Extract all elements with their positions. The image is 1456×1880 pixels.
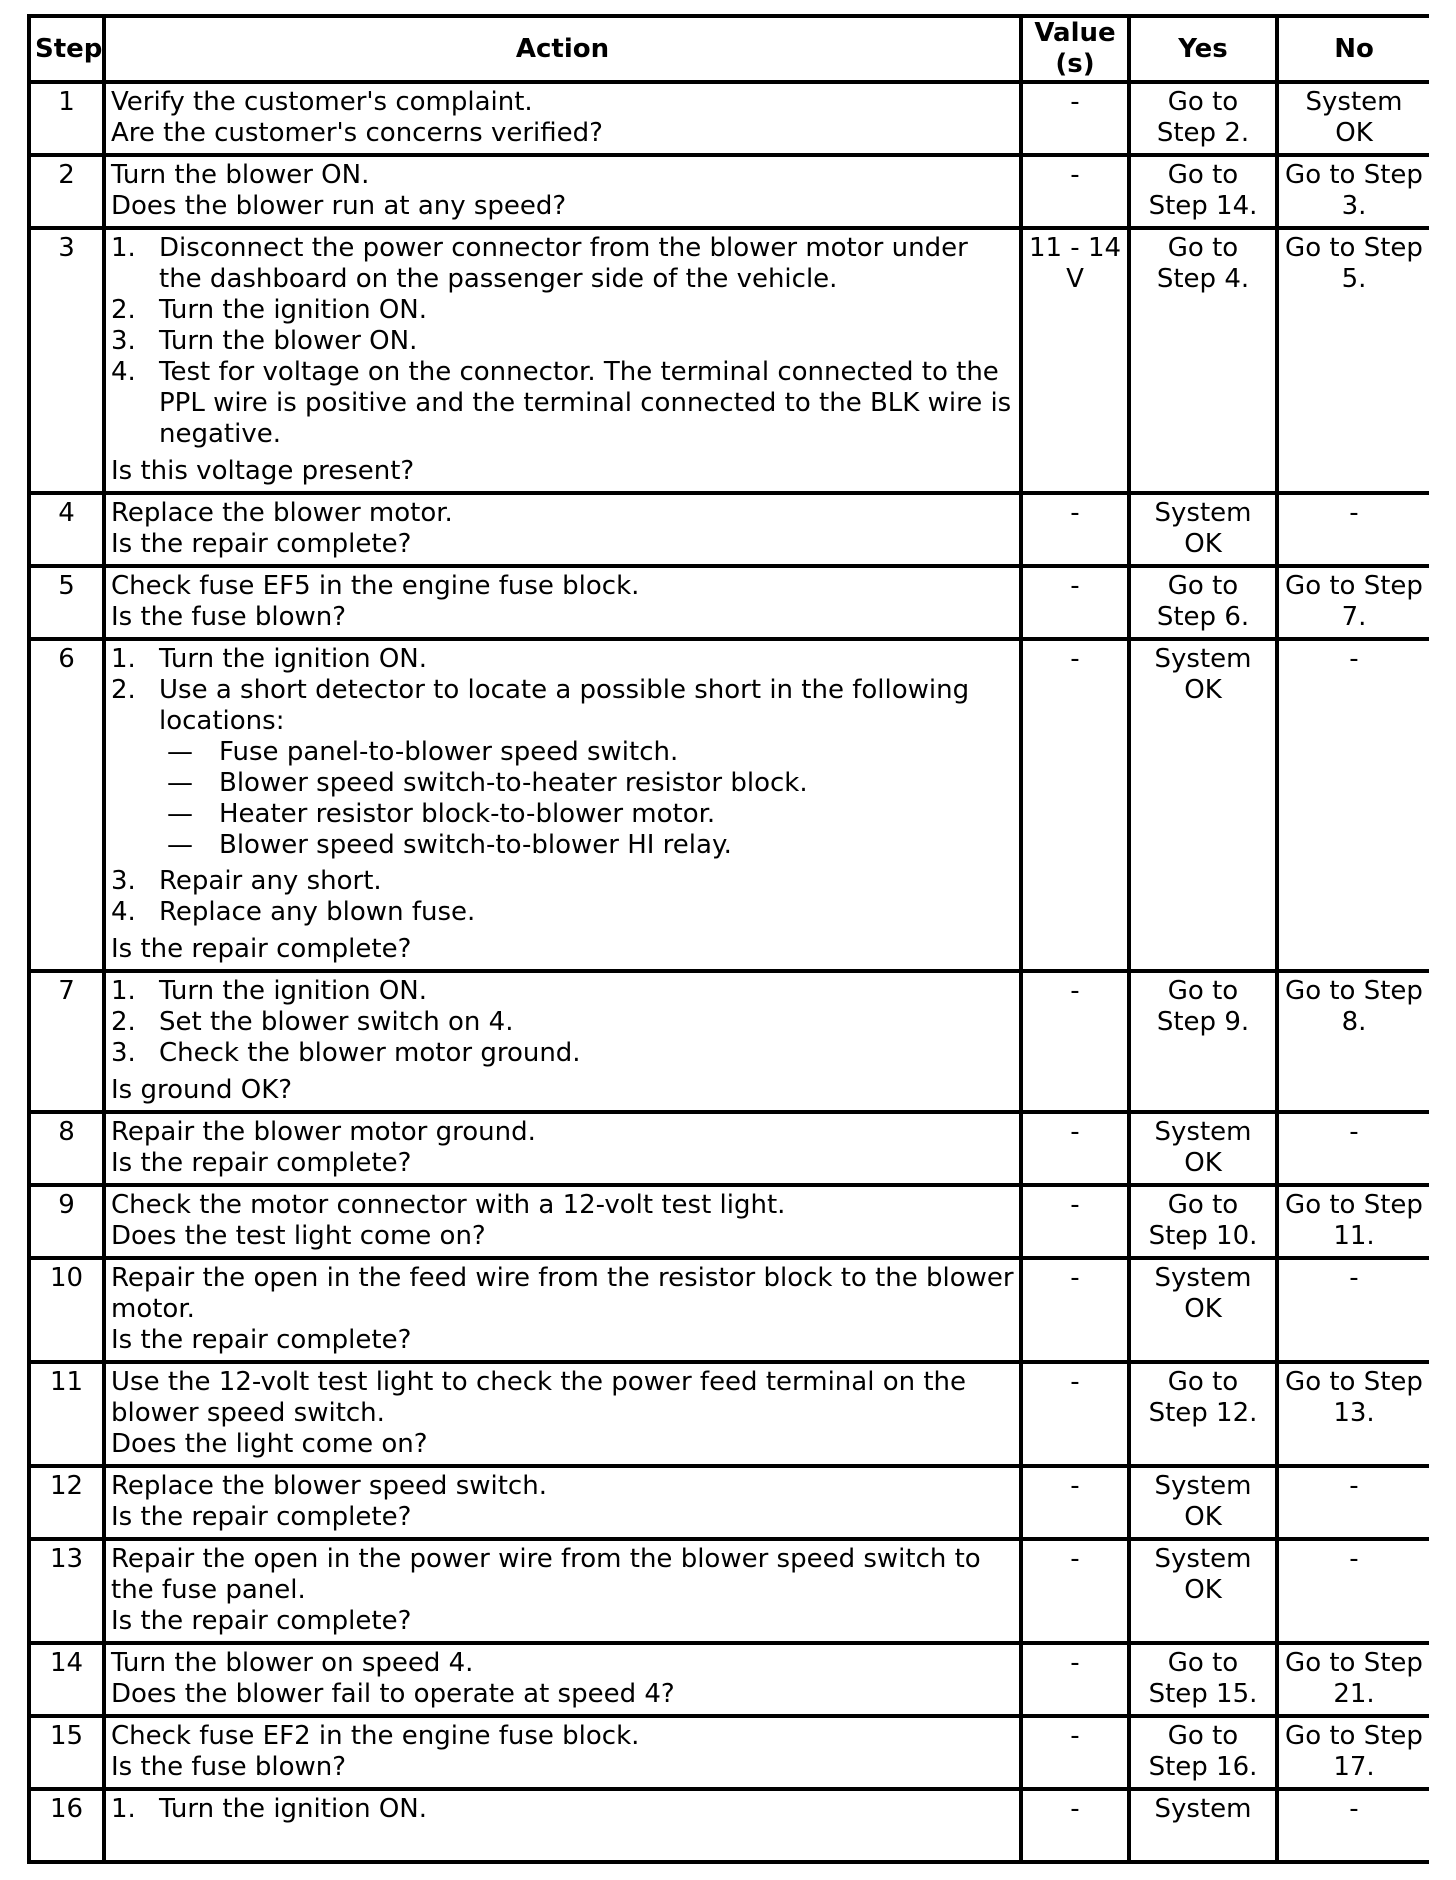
yes-cell: Go to Step 15. (1129, 1643, 1277, 1716)
item-number: 1. (111, 976, 136, 1006)
item-number: 1. (111, 233, 136, 263)
no-cell: - (1277, 1789, 1429, 1862)
header-row (29, 16, 1429, 82)
table-row (29, 1643, 1429, 1716)
diagnostic-table-container (27, 14, 1429, 1880)
action-text: Repair the open in the feed wire from the resistor block to the blower motor. (111, 1263, 1014, 1324)
action-cell (104, 639, 1021, 971)
step-number: 3 (29, 228, 104, 493)
table-row (29, 82, 1429, 155)
no-cell: Go to Step 13. (1277, 1362, 1429, 1466)
action-text: Check the motor connector with a 12-volt test light. (111, 1190, 786, 1220)
item-text: Repair any short. (159, 866, 382, 896)
procedure-item (111, 897, 1014, 928)
step-number: 5 (29, 566, 104, 639)
value-cell: - (1021, 1112, 1129, 1185)
action-text: Use the 12-volt test light to check the power feed terminal on the blower speed switch. (111, 1367, 967, 1428)
table-row (29, 1185, 1429, 1258)
action-cell (104, 1716, 1021, 1789)
no-cell: Go to Step 8. (1277, 971, 1429, 1112)
table-row (29, 1466, 1429, 1539)
item-text: Set the blower switch on 4. (159, 1007, 514, 1037)
no-cell: Go to Step 3. (1277, 155, 1429, 228)
yes-cell: System OK (1129, 1539, 1277, 1643)
action-question: Is the repair complete? (111, 1606, 412, 1636)
procedure-item (111, 1007, 1014, 1038)
item-text: Turn the ignition ON. (159, 1794, 427, 1824)
no-cell: Go to Step 21. (1277, 1643, 1429, 1716)
step-number: 15 (29, 1716, 104, 1789)
no-cell: Go to Step 7. (1277, 566, 1429, 639)
location-item: — Blower speed switch-to-blower HI relay. (167, 830, 1014, 861)
action-question: Is the repair complete? (111, 1325, 412, 1355)
item-text: Turn the ignition ON. (159, 644, 427, 674)
table-row (29, 493, 1429, 566)
yes-cell: System OK (1129, 1466, 1277, 1539)
action-question: Does the blower run at any speed? (111, 191, 567, 221)
header-action: Action (104, 16, 1021, 82)
action-text: Turn the blower on speed 4. (111, 1648, 474, 1678)
no-cell: Go to Step 5. (1277, 228, 1429, 493)
item-text: Use a short detector to locate a possible short in the following locations: (159, 675, 970, 736)
item-number: 3. (111, 866, 136, 896)
action-text: Verify the customer's complaint. (111, 87, 533, 117)
step-number: 6 (29, 639, 104, 971)
item-text: Turn the blower ON. (159, 326, 418, 356)
procedure-item (111, 233, 1014, 295)
action-cell (104, 1643, 1021, 1716)
action-question: Is ground OK? (111, 1075, 293, 1105)
value-cell: - (1021, 493, 1129, 566)
action-cell (104, 566, 1021, 639)
item-number: 2. (111, 295, 136, 325)
table-row (29, 566, 1429, 639)
step-number: 7 (29, 971, 104, 1112)
no-cell: Go to Step 17. (1277, 1716, 1429, 1789)
action-question: Does the blower fail to operate at speed 4? (111, 1679, 675, 1709)
action-question: Is the fuse blown? (111, 1752, 347, 1782)
step-number: 1 (29, 82, 104, 155)
step-number: 10 (29, 1258, 104, 1362)
step-number: 2 (29, 155, 104, 228)
table-row (29, 155, 1429, 228)
value-cell: - (1021, 1716, 1129, 1789)
action-cell (104, 1466, 1021, 1539)
table-row (29, 1362, 1429, 1466)
yes-cell: Go to Step 6. (1129, 566, 1277, 639)
no-cell: - (1277, 1258, 1429, 1362)
action-cell (104, 82, 1021, 155)
item-text: Turn the ignition ON. (159, 976, 427, 1006)
table-row (29, 971, 1429, 1112)
item-number: 4. (111, 897, 136, 927)
header-value: Value (s) (1021, 16, 1129, 82)
action-cell (104, 1789, 1021, 1862)
procedure-item (111, 357, 1014, 450)
step-number: 13 (29, 1539, 104, 1643)
procedure-list (111, 1794, 1014, 1825)
item-number: 2. (111, 1007, 136, 1037)
no-cell: - (1277, 639, 1429, 971)
procedure-item (111, 675, 1014, 737)
procedure-item (111, 644, 1014, 675)
no-cell: - (1277, 1112, 1429, 1185)
procedure-item (111, 1038, 1014, 1069)
table-row (29, 639, 1429, 971)
table-row (29, 1539, 1429, 1643)
item-number: 1. (111, 644, 136, 674)
value-cell: - (1021, 566, 1129, 639)
no-cell: System OK (1277, 82, 1429, 155)
procedure-list (111, 866, 1014, 928)
value-cell: - (1021, 1466, 1129, 1539)
yes-cell: Go to Step 10. (1129, 1185, 1277, 1258)
step-number: 14 (29, 1643, 104, 1716)
table-row (29, 1258, 1429, 1362)
action-question: Is the fuse blown? (111, 602, 347, 632)
action-text: Check fuse EF5 in the engine fuse block. (111, 571, 640, 601)
procedure-list (111, 644, 1014, 737)
procedure-list (111, 976, 1014, 1069)
location-item: — Fuse panel-to-blower speed switch. (167, 737, 1014, 768)
location-item: — Heater resistor block-to-blower motor. (167, 799, 1014, 830)
yes-cell: Go to Step 16. (1129, 1716, 1277, 1789)
item-text: Turn the ignition ON. (159, 295, 427, 325)
action-cell (104, 1258, 1021, 1362)
location-list (111, 737, 1014, 866)
step-number: 16 (29, 1789, 104, 1862)
action-text: Repair the blower motor ground. (111, 1117, 536, 1147)
action-cell (104, 971, 1021, 1112)
value-cell: - (1021, 639, 1129, 971)
step-number: 12 (29, 1466, 104, 1539)
no-cell: Go to Step 11. (1277, 1185, 1429, 1258)
action-cell (104, 1539, 1021, 1643)
step-number: 11 (29, 1362, 104, 1466)
procedure-item (111, 295, 1014, 326)
action-question: Does the test light come on? (111, 1221, 486, 1251)
table-row (29, 1716, 1429, 1789)
table-row (29, 1112, 1429, 1185)
action-cell (104, 1112, 1021, 1185)
item-text: Test for voltage on the connector. The terminal connected to the PPL wire is positive and the terminal connected to the BLK wire is negative. (159, 357, 1012, 449)
action-cell (104, 1185, 1021, 1258)
header-yes: Yes (1129, 16, 1277, 82)
yes-cell: Go to Step 2. (1129, 82, 1277, 155)
action-text: Replace the blower motor. (111, 498, 453, 528)
action-question: Is the repair complete? (111, 1502, 412, 1532)
action-question: Are the customer's concerns verified? (111, 118, 603, 148)
yes-cell: Go to Step 12. (1129, 1362, 1277, 1466)
action-text: Turn the blower ON. (111, 160, 370, 190)
action-text: Repair the open in the power wire from the blower speed switch to the fuse panel. (111, 1544, 981, 1605)
procedure-item (111, 866, 1014, 897)
step-number: 4 (29, 493, 104, 566)
location-item: — Blower speed switch-to-heater resistor block. (167, 768, 1014, 799)
yes-cell: Go to Step 4. (1129, 228, 1277, 493)
action-cell (104, 228, 1021, 493)
no-cell: - (1277, 493, 1429, 566)
yes-cell: System OK (1129, 639, 1277, 971)
value-cell: 11 - 14 V (1021, 228, 1129, 493)
no-cell: - (1277, 1539, 1429, 1643)
yes-cell: System OK (1129, 1258, 1277, 1362)
procedure-item (111, 326, 1014, 357)
value-cell: - (1021, 1258, 1129, 1362)
procedure-item (111, 976, 1014, 1007)
action-text: Replace the blower speed switch. (111, 1471, 547, 1501)
no-cell: - (1277, 1466, 1429, 1539)
value-cell: - (1021, 1643, 1129, 1716)
value-cell: - (1021, 82, 1129, 155)
item-text: Check the blower motor ground. (159, 1038, 581, 1068)
procedure-list (111, 233, 1014, 450)
item-number: 1. (111, 1794, 136, 1824)
yes-cell: System OK (1129, 1112, 1277, 1185)
value-cell: - (1021, 1362, 1129, 1466)
action-question: Does the light come on? (111, 1429, 428, 1459)
value-cell: - (1021, 155, 1129, 228)
step-number: 9 (29, 1185, 104, 1258)
action-question: Is the repair complete? (111, 529, 412, 559)
yes-cell: System OK (1129, 493, 1277, 566)
value-cell: - (1021, 1789, 1129, 1862)
action-cell (104, 1362, 1021, 1466)
header-no: No (1277, 16, 1429, 82)
action-text: Check fuse EF2 in the engine fuse block. (111, 1721, 640, 1751)
item-number: 3. (111, 1038, 136, 1068)
item-text: Disconnect the power connector from the blower motor under the dashboard on the passenger side of the vehicle. (159, 233, 968, 294)
action-cell (104, 493, 1021, 566)
action-question: Is this voltage present? (111, 456, 415, 486)
item-text: Replace any blown fuse. (159, 897, 476, 927)
table-row (29, 228, 1429, 493)
yes-cell: Go to Step 9. (1129, 971, 1277, 1112)
value-cell: - (1021, 1185, 1129, 1258)
yes-cell: Go to Step 14. (1129, 155, 1277, 228)
table-row (29, 1789, 1429, 1862)
item-number: 4. (111, 357, 136, 387)
value-cell: - (1021, 971, 1129, 1112)
item-number: 3. (111, 326, 136, 356)
action-question: Is the repair complete? (111, 1148, 412, 1178)
diagnostic-table (27, 14, 1429, 1864)
step-number: 8 (29, 1112, 104, 1185)
action-cell (104, 155, 1021, 228)
item-number: 2. (111, 675, 136, 705)
value-cell: - (1021, 1539, 1129, 1643)
procedure-item (111, 1794, 1014, 1825)
action-question: Is the repair complete? (111, 934, 412, 964)
yes-cell: System (1129, 1789, 1277, 1862)
header-step: Step (29, 16, 104, 82)
